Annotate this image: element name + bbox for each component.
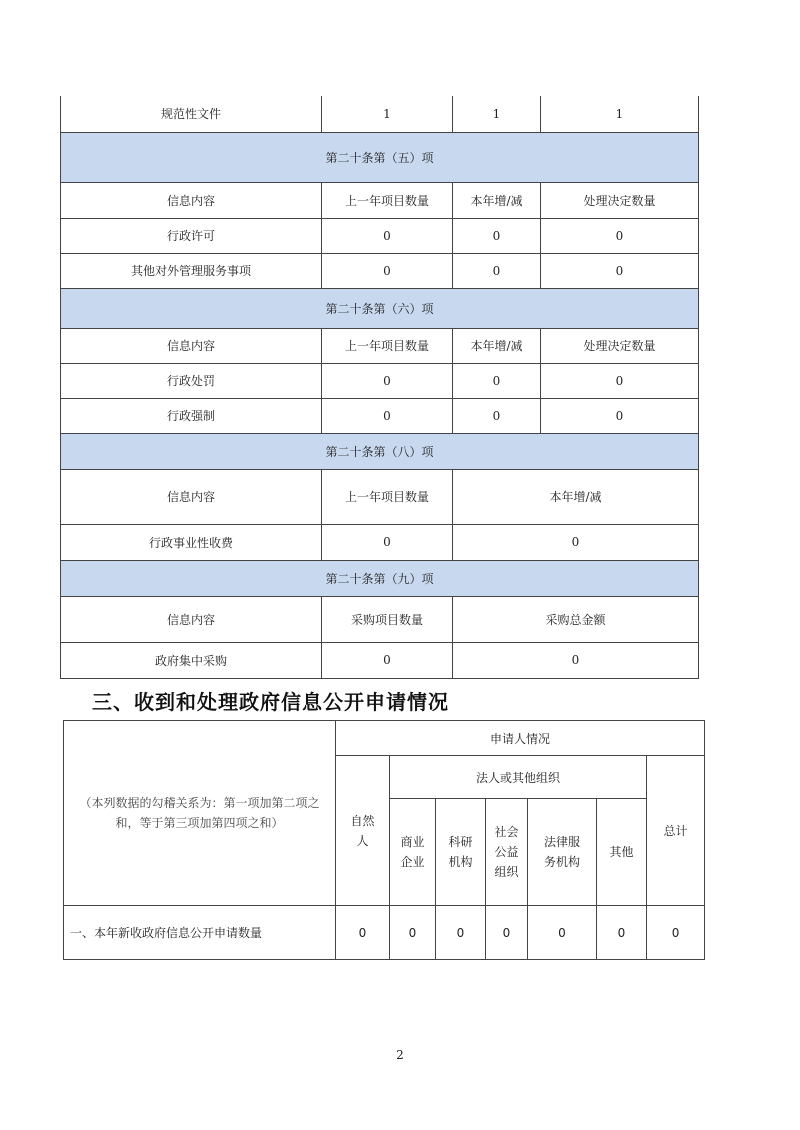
column-header-row	[61, 182, 699, 218]
section-header-row	[61, 560, 699, 596]
total-header: 总计	[647, 756, 705, 906]
legal-group-header: 法人或其他组织	[390, 756, 647, 799]
cell-value: 0	[322, 218, 453, 253]
column-header-row	[61, 469, 699, 524]
cell-value: 0	[322, 253, 453, 288]
row-label: 政府集中采购	[61, 642, 322, 678]
col-header: 信息内容	[61, 182, 322, 218]
column-header-row	[61, 328, 699, 363]
col-header: 本年增/减	[453, 182, 541, 218]
cell-value: 0	[541, 398, 699, 433]
cell-value: 0	[336, 906, 390, 960]
table-row	[61, 253, 699, 288]
col-header: 信息内容	[61, 328, 322, 363]
page-number: 2	[396, 1048, 404, 1062]
cell-value: 0	[453, 363, 541, 398]
row-label: 行政处罚	[61, 363, 322, 398]
cell-value: 0	[453, 642, 699, 678]
subcol-header: 法律服 务机构	[528, 799, 597, 906]
col-header: 处理决定数量	[541, 182, 699, 218]
table-row	[61, 218, 699, 253]
section-heading: 三、收到和处理政府信息公开申请情况	[92, 690, 449, 714]
cell-value: 0	[390, 906, 436, 960]
table-row	[61, 398, 699, 433]
col-header: 上一年项目数量	[322, 469, 453, 524]
col-header: 处理决定数量	[541, 328, 699, 363]
subcol-header: 商业 企业	[390, 799, 436, 906]
col-header: 采购总金额	[453, 596, 699, 642]
natural-person-header: 自然 人	[336, 756, 390, 906]
cell-value: 0	[541, 363, 699, 398]
cell-value: 0	[486, 906, 528, 960]
table-row	[61, 524, 699, 560]
cell-value: 0	[436, 906, 486, 960]
cell-value: 0	[528, 906, 597, 960]
cell-value: 0	[647, 906, 705, 960]
subcol-header: 科研 机构	[436, 799, 486, 906]
column-header-row	[61, 596, 699, 642]
table-row	[64, 906, 705, 960]
applicant-header: 申请人情况	[336, 721, 705, 756]
col-header: 信息内容	[61, 469, 322, 524]
subcol-header: 社会 公益 组织	[486, 799, 528, 906]
row-label: 一、本年新收政府信息公开申请数量	[64, 906, 336, 960]
table-header-row	[64, 721, 705, 756]
cell-value: 0	[322, 524, 453, 560]
cell-value: 0	[597, 906, 647, 960]
row-label: 行政强制	[61, 398, 322, 433]
col-header: 信息内容	[61, 596, 322, 642]
row-label: 行政许可	[61, 218, 322, 253]
cell-value: 0	[322, 363, 453, 398]
col-header: 采购项目数量	[322, 596, 453, 642]
cell-value: 0	[322, 398, 453, 433]
section-title: 第二十条第（五）项	[61, 132, 699, 182]
col-header: 上一年项目数量	[322, 182, 453, 218]
table-row	[61, 642, 699, 678]
section-title: 第二十条第（九）项	[61, 560, 699, 596]
cell-value: 1	[322, 96, 453, 132]
col-header: 本年增/减	[453, 328, 541, 363]
row-label: 其他对外管理服务事项	[61, 253, 322, 288]
section-header-row	[61, 433, 699, 469]
col-header: 本年增/减	[453, 469, 699, 524]
row-label: 规范性文件	[61, 96, 322, 132]
cell-value: 1	[453, 96, 541, 132]
cell-value: 0	[541, 218, 699, 253]
cell-value: 0	[541, 253, 699, 288]
disclosure-table	[60, 96, 699, 679]
col-header: 上一年项目数量	[322, 328, 453, 363]
subcol-header: 其他	[597, 799, 647, 906]
cell-value: 0	[453, 398, 541, 433]
note-cell: （本列数据的勾稽关系为：第一项加第二项之和，等于第三项加第四项之和）	[64, 721, 336, 906]
section-header-row	[61, 132, 699, 182]
cell-value: 0	[453, 524, 699, 560]
cell-value: 0	[322, 642, 453, 678]
section-title: 第二十条第（六）项	[61, 288, 699, 328]
section-title: 第二十条第（八）项	[61, 433, 699, 469]
cell-value: 0	[453, 253, 541, 288]
section-header-row	[61, 288, 699, 328]
table-row	[61, 363, 699, 398]
applications-table	[63, 720, 705, 960]
cell-value: 1	[541, 96, 699, 132]
cell-value: 0	[453, 218, 541, 253]
row-label: 行政事业性收费	[61, 524, 322, 560]
table-row	[61, 96, 699, 132]
